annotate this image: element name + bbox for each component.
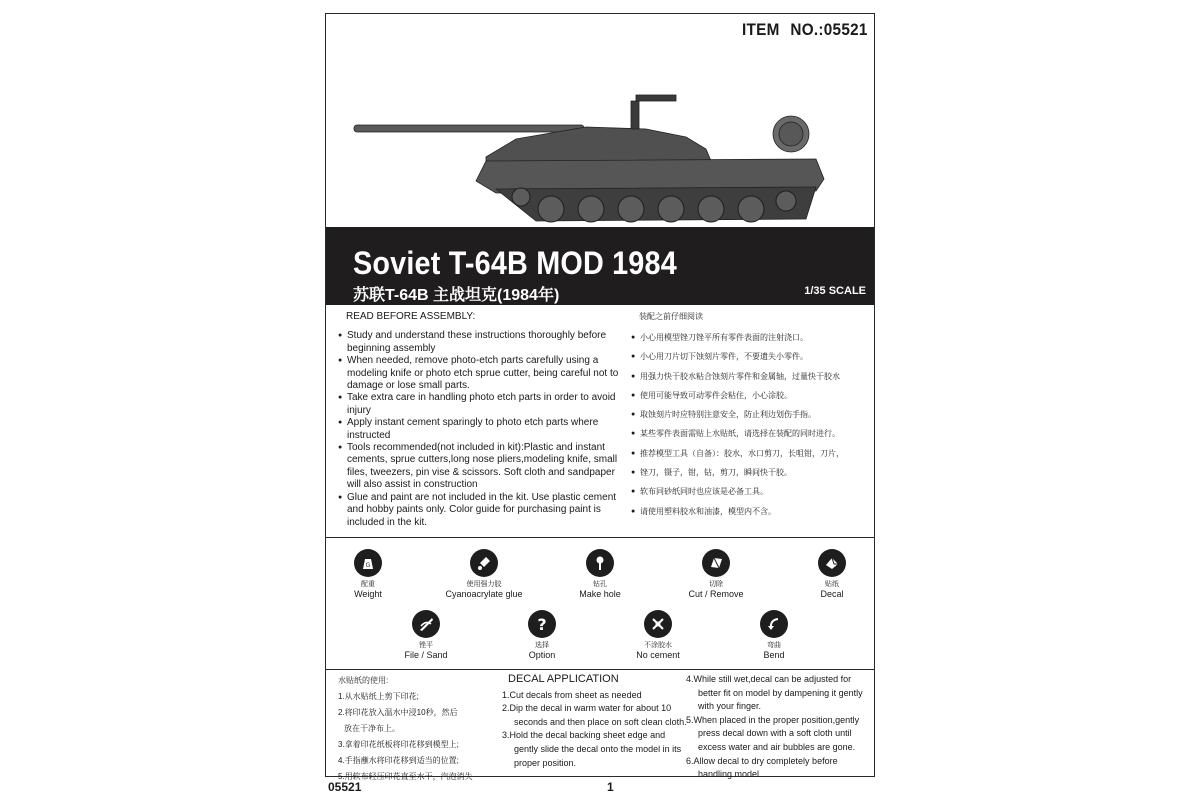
instruction-item-zh: ● 某些零件表面需贴上水贴纸，请选择在装配的同时进行。 bbox=[631, 424, 871, 443]
instructions-section bbox=[326, 305, 874, 538]
kit-title: Soviet T-64B MOD 1984 bbox=[353, 245, 677, 281]
legend-weight: G 配重 Weight bbox=[318, 549, 418, 600]
instruction-sheet bbox=[325, 13, 875, 781]
cut-icon bbox=[702, 549, 730, 577]
instruction-item-zh: ● 小心用刀片切下蚀刻片零件，不要遗失小零件。 bbox=[631, 347, 871, 366]
legend-glue: 使用强力胶 Cyanoacrylate glue bbox=[434, 549, 534, 600]
decal-instructions-english-2: 4.While still wet,decal can be adjusted for better fit on model by dampening it gently with your finger. 5.When placed in the proper position,gently press decal down with a soft cloth until excess water and air bubbles are gone. 6.Allow decal to dry completely before handling model bbox=[686, 674, 863, 780]
symbol-legend bbox=[326, 537, 874, 670]
decal-instructions-chinese: 水贴纸的使用: 1.从水贴纸上剪下印花; 2.将印花放入温水中浸10秒，然后 放在干净布上。 3.拿着印花纸板将印花移到模型上; 4.手指蘸水将印花移到适当的位置; 5.用软布轻压印花直至水干，汽泡消失 bbox=[338, 676, 473, 781]
question-icon: ? bbox=[528, 610, 556, 638]
instruction-item-zh: ● 使用可能导致可动零件会粘住，小心涂胶。 bbox=[631, 386, 871, 405]
page-number: 1 bbox=[607, 780, 614, 794]
bend-icon bbox=[760, 610, 788, 638]
instruction-item: ● When needed, remove photo-etch parts carefully using a modeling knife or photo etch sprue cutter, being careful not to damage or lose small parts. bbox=[338, 355, 628, 392]
instruction-item: ● Take extra care in handling photo etch parts in order to avoid injury bbox=[338, 392, 628, 417]
instructions-heading-zh: 装配之前仔细阅读 bbox=[639, 312, 703, 321]
instruction-item-zh: ● 软布同砂纸同时也应该是必备工具。 bbox=[631, 482, 871, 501]
instructions-chinese bbox=[631, 311, 871, 521]
kit-title-chinese: 苏联T-64B 主战坦克(1984年) bbox=[353, 287, 560, 304]
instruction-item-zh: ● 用强力快干胶水粘合蚀刻片零件和金属轴，过量快干胶水 bbox=[631, 367, 871, 386]
instruction-item-zh: ● 取蚀刻片时应特别注意安全，防止利边划伤手指。 bbox=[631, 405, 871, 424]
instructions-english bbox=[338, 311, 628, 529]
decal-instructions-english-1: DECAL APPLICATION 1.Cut decals from sheet as needed 2.Dip the decal in warm water for about 10 seconds and then place on soft clean cloth. 3.Hold the decal backing sheet edge and gently slide the decal onto the model in its proper position. bbox=[502, 673, 687, 768]
instruction-item: ● Tools recommended(not included in kit):Plastic and instant cements, sprue cutters,long nose pliers,modeling knife, small files, tweezers, pin vise & scissors. Soft cloth and sandpaper will also assist in construction bbox=[338, 442, 628, 492]
decal-heading: DECAL APPLICATION bbox=[508, 673, 619, 685]
no-cement-icon bbox=[644, 610, 672, 638]
legend-no-cement: 不涂胶水 No cement bbox=[608, 610, 708, 661]
legend-file-sand: 锉平 File / Sand bbox=[376, 610, 476, 661]
glue-icon bbox=[470, 549, 498, 577]
instruction-item-zh: ● 推荐模型工具（自备）：胶水，水口剪刀，长咀钳，刀片， bbox=[631, 444, 871, 463]
legend-make-hole: 钻孔 Make hole bbox=[550, 549, 650, 600]
weight-icon bbox=[354, 549, 382, 577]
scale-label: 1/35 SCALE bbox=[804, 285, 866, 297]
instruction-item-zh: ● 请使用塑料胶水和油漆，模型内不含。 bbox=[631, 502, 871, 521]
instruction-item: ● Glue and paint are not included in the kit. Use plastic cement and hobby paints only. Color guide for purchasing paint is included in the kit. bbox=[338, 492, 628, 529]
decal-section bbox=[326, 669, 874, 781]
instruction-item: ● Apply instant cement sparingly to photo etch parts where instructed bbox=[338, 417, 628, 442]
item-number: ITEM NO.:05521 bbox=[742, 20, 868, 39]
footer-item-number: 05521 bbox=[328, 780, 362, 794]
tank-illustration bbox=[346, 89, 826, 239]
instructions-heading: READ BEFORE ASSEMBLY: bbox=[346, 311, 476, 322]
svg-text:G: G bbox=[365, 562, 371, 569]
file-icon bbox=[412, 610, 440, 638]
legend-option: ? 选择 Option bbox=[492, 610, 592, 661]
legend-decal: 贴纸 Decal bbox=[782, 549, 882, 600]
instruction-item-zh: ● 锉刀，镊子，钳，钻，剪刀，瞬间快干胶。 bbox=[631, 463, 871, 482]
instruction-item-zh: ● 小心用模型锉刀锉平所有零件表面的注射浇口。 bbox=[631, 328, 871, 347]
instruction-item: ● Study and understand these instructions thoroughly before beginning assembly bbox=[338, 330, 628, 355]
legend-cut: 切除 Cut / Remove bbox=[666, 549, 766, 600]
drill-icon bbox=[586, 549, 614, 577]
legend-bend: 弯曲 Bend bbox=[724, 610, 824, 661]
decal-icon bbox=[818, 549, 846, 577]
title-banner bbox=[326, 227, 874, 305]
